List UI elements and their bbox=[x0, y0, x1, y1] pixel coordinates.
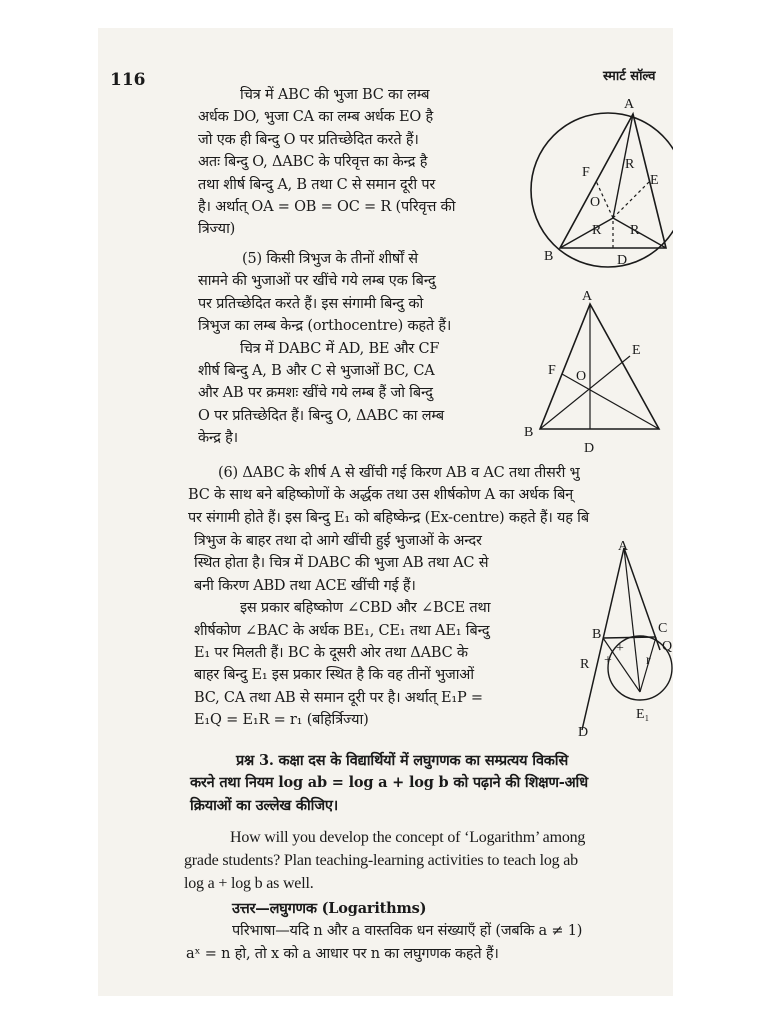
label-b: B bbox=[524, 425, 534, 440]
text-line: (6) ΔABC के शीर्ष A से खींची गई किरण AB व AC तथा तीसरी भु bbox=[218, 465, 580, 481]
label-plus: + bbox=[604, 653, 612, 668]
text-line: log a + log b as well. bbox=[184, 875, 314, 892]
running-title: स्मार्ट सॉल्व bbox=[603, 69, 656, 84]
text-line: पर संगामी होते हैं। इस बिन्दु E₁ को बहिष्केन्द्र (Ex-centre) कहते हैं। यह बि bbox=[188, 509, 589, 526]
text-line: त्रिभुज का लम्ब केन्द्र (orthocentre) कहते हैं। bbox=[198, 318, 452, 335]
text-line: त्रिज्या) bbox=[198, 221, 236, 238]
label-d: D bbox=[617, 253, 628, 268]
text-line: BC के साथ बने बहिष्कोणों के अर्द्धक तथा उस शीर्षकोण A का अर्धक बिन् bbox=[188, 487, 574, 504]
label-f: F bbox=[582, 165, 590, 180]
text-line: O पर प्रतिच्छेदित हैं। बिन्दु O, ΔABC का लम्ब bbox=[198, 407, 444, 424]
label-q: Q bbox=[662, 639, 673, 654]
label-r-small: r bbox=[646, 653, 651, 668]
text-line: E₁Q = E₁R = r₁ (बहिर्त्रिज्या) bbox=[194, 712, 369, 729]
text-line: अतः बिन्दु O, ΔABC के परिवृत्त का केन्द्र है bbox=[198, 154, 428, 171]
label-b: B bbox=[544, 249, 554, 264]
paragraph-excentre-narrow bbox=[194, 530, 490, 732]
label-a: A bbox=[582, 290, 593, 304]
text-line: (5) किसी त्रिभुज के तीनों शीर्षों से bbox=[242, 251, 418, 267]
question-english bbox=[184, 826, 585, 895]
label-plus: + bbox=[616, 641, 624, 656]
label-e1: E₁ bbox=[636, 707, 650, 722]
label-d: D bbox=[584, 441, 595, 456]
text-line: त्रिभुज के बाहर तथा दो आगे खींची हुई भुजाओं के अन्दर bbox=[194, 533, 482, 549]
label-r: R bbox=[630, 223, 640, 238]
text-line: बनी किरण ABD तथा ACE खींची गई हैं। bbox=[194, 577, 416, 594]
text-line: E₁ पर मिलती हैं। BC के दूसरी ओर तथा ΔABC के bbox=[194, 644, 468, 661]
text-line: तथा शीर्ष बिन्दु A, B तथा C से समान दूरी पर bbox=[198, 176, 436, 193]
label-r: R bbox=[625, 157, 635, 172]
text-line: इस प्रकार बहिष्कोण ∠CBD और ∠BCE तथा bbox=[240, 600, 491, 617]
orthocentre-figure bbox=[518, 290, 668, 460]
book-page bbox=[98, 28, 673, 996]
label-r: R bbox=[592, 223, 602, 238]
text-line: शीर्षकोण ∠BAC के अर्धक BE₁, CE₁ तथा AE₁ बिन्दु bbox=[194, 622, 490, 639]
label-d: D bbox=[578, 725, 589, 740]
label-o: O bbox=[576, 369, 587, 384]
text-line: और AB पर क्रमशः खींचे गये लम्ब हैं जो बिन्दु bbox=[198, 385, 433, 402]
answer-heading: उत्तर—लघुगणक (Logarithms) bbox=[232, 900, 427, 917]
paragraph-excentre-full bbox=[188, 462, 589, 529]
radius-oc bbox=[613, 218, 666, 248]
excentre-figure bbox=[574, 540, 673, 740]
text-line: सामने की भुजाओं पर खींचे गये लम्ब एक बिन्दु bbox=[198, 273, 436, 290]
text-line: अर्धक DO, भुजा CA का लम्ब अर्धक EO है bbox=[198, 109, 433, 126]
circumcircle-figure bbox=[528, 92, 673, 272]
definition-line: परिभाषा—यदि n और a वास्तविक धन संख्याएँ हों (जबकि a ≠ 1) bbox=[232, 923, 583, 940]
page-number: 116 bbox=[110, 70, 146, 90]
text-line: क्रियाओं का उल्लेख कीजिए। bbox=[190, 796, 339, 814]
text-line: है। अर्थात् OA = OB = OC = R (परिवृत्त की bbox=[198, 198, 456, 215]
text-line: करने तथा नियम log ab = log a + log b को पढ़ाने की शिक्षण-अधि bbox=[190, 774, 588, 792]
text-line: केन्द्र है। bbox=[198, 430, 238, 447]
text-line: BC, CA तथा AB से समान दूरी पर है। अर्थात् E₁P = bbox=[194, 689, 483, 706]
label-a: A bbox=[624, 97, 635, 112]
text-line: How will you develop the concept of ‘Logarithm’ among bbox=[230, 829, 586, 846]
label-f: F bbox=[548, 363, 556, 378]
definition-line: aˣ = n हो, तो x को a आधार पर n का लघुगणक कहते हैं। bbox=[186, 945, 499, 962]
label-o: O bbox=[590, 195, 601, 210]
triangle-abc bbox=[540, 304, 659, 429]
label-e: E bbox=[632, 343, 641, 358]
text-line: बाहर बिन्दु E₁ इस प्रकार स्थित है कि वह तीनों भुजाओं bbox=[194, 667, 474, 684]
text-line: grade students? Plan teaching-learning activities to teach log ab bbox=[184, 852, 578, 869]
label-c: C bbox=[658, 621, 668, 636]
paragraph-orthocentre bbox=[198, 248, 451, 450]
label-e: E bbox=[650, 173, 659, 188]
text-line: प्रश्न 3. कक्षा दस के विद्यार्थियों में लघुगणक का सम्प्रत्यय विकसि bbox=[236, 752, 569, 769]
paragraph-circumcentre bbox=[198, 84, 455, 241]
text-line: पर प्रतिच्छेदित करते हैं। इस संगामी बिन्दु को bbox=[198, 295, 424, 312]
text-line: स्थित होता है। चित्र में DABC की भुजा AB तथा AC से bbox=[194, 555, 489, 572]
label-a: A bbox=[618, 540, 629, 554]
text-line: शीर्ष बिन्दु A, B और C से भुजाओं BC, CA bbox=[198, 362, 435, 379]
question-hindi bbox=[190, 750, 588, 817]
label-r: R bbox=[580, 657, 590, 672]
text-line: चित्र में DABC में AD, BE और CF bbox=[240, 340, 440, 357]
answer-block bbox=[186, 898, 582, 965]
label-b: B bbox=[592, 627, 602, 642]
text-line: जो एक ही बिन्दु O पर प्रतिच्छेदित करते हैं। bbox=[198, 131, 419, 148]
text-line: चित्र में ABC की भुजा BC का लम्ब bbox=[240, 87, 430, 103]
